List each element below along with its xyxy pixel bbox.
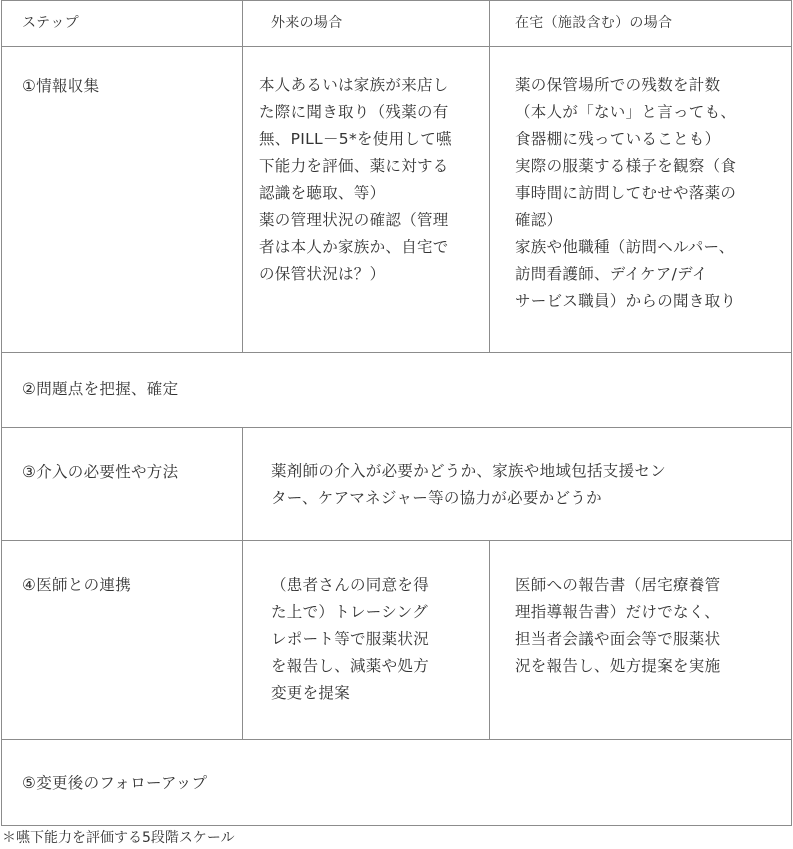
step-cell (2, 740, 792, 826)
header-step (2, 1, 243, 47)
step-label: ④医師との連携 (22, 576, 131, 594)
header-home (490, 1, 792, 47)
step-cell (2, 541, 243, 740)
table-row (2, 47, 792, 353)
table-row (2, 541, 792, 740)
home-cell (490, 47, 792, 353)
home-text: 医師への報告書（居宅療養管 理指導報告書）だけでなく、 担当者会議や面会等で服薬状 況を報告し、処方提案を実施 (515, 576, 721, 675)
home-cell (490, 541, 792, 740)
table-row (2, 353, 792, 428)
step-cell (2, 353, 792, 428)
header-outpatient (243, 1, 490, 47)
table-row (2, 428, 792, 541)
step-label: ③介入の必要性や方法 (22, 463, 179, 481)
merged-text: 薬剤師の介入が必要かどうか、家族や地域包括支援セン ター、ケアマネジャー等の協力が必要かどうか (271, 462, 667, 507)
outpatient-text: （患者さんの同意を得 た上で）トレーシング レポート等で服薬状況 を報告し、減薬や処方 変更を提案 (271, 576, 430, 702)
step-cell (2, 428, 243, 541)
table-header-row (2, 1, 792, 47)
outpatient-text: 本人あるいは家族が来店し た際に聞き取り（残薬の有 無、PILL－5*を使用して嚥 下能力を評価、薬に対する 認識を聴取、等） 薬の管理状況の確認（管理 者は本人か家族か、自宅で の保管状況は？） (259, 76, 452, 283)
step-label: ⑤変更後のフォローアップ (22, 774, 208, 792)
workflow-table (1, 0, 792, 826)
step-label: ①情報収集 (22, 77, 100, 95)
step-cell (2, 47, 243, 353)
step-label: ②問題点を把握、確定 (22, 380, 179, 398)
footnote: ＊嚥下能力を評価する5段階スケール (2, 830, 235, 846)
header-outpatient-label: 外来の場合 (271, 15, 343, 31)
merged-cell (243, 428, 792, 541)
home-text: 薬の保管場所での残数を計数 （本人が「ない」と言っても、 食器棚に残っていることも） 実際の服薬する様子を観察（食 事時間に訪問してむせや落薬の 確認） 家族や他職種（訪問ヘルパー、 訪問看護師、デイケア/デイ サービス職員）からの聞き取り (515, 76, 737, 310)
outpatient-cell (243, 541, 490, 740)
outpatient-cell (243, 47, 490, 353)
header-home-label: 在宅（施設含む）の場合 (515, 15, 673, 31)
header-step-label: ステップ (22, 15, 79, 31)
table-row (2, 740, 792, 826)
